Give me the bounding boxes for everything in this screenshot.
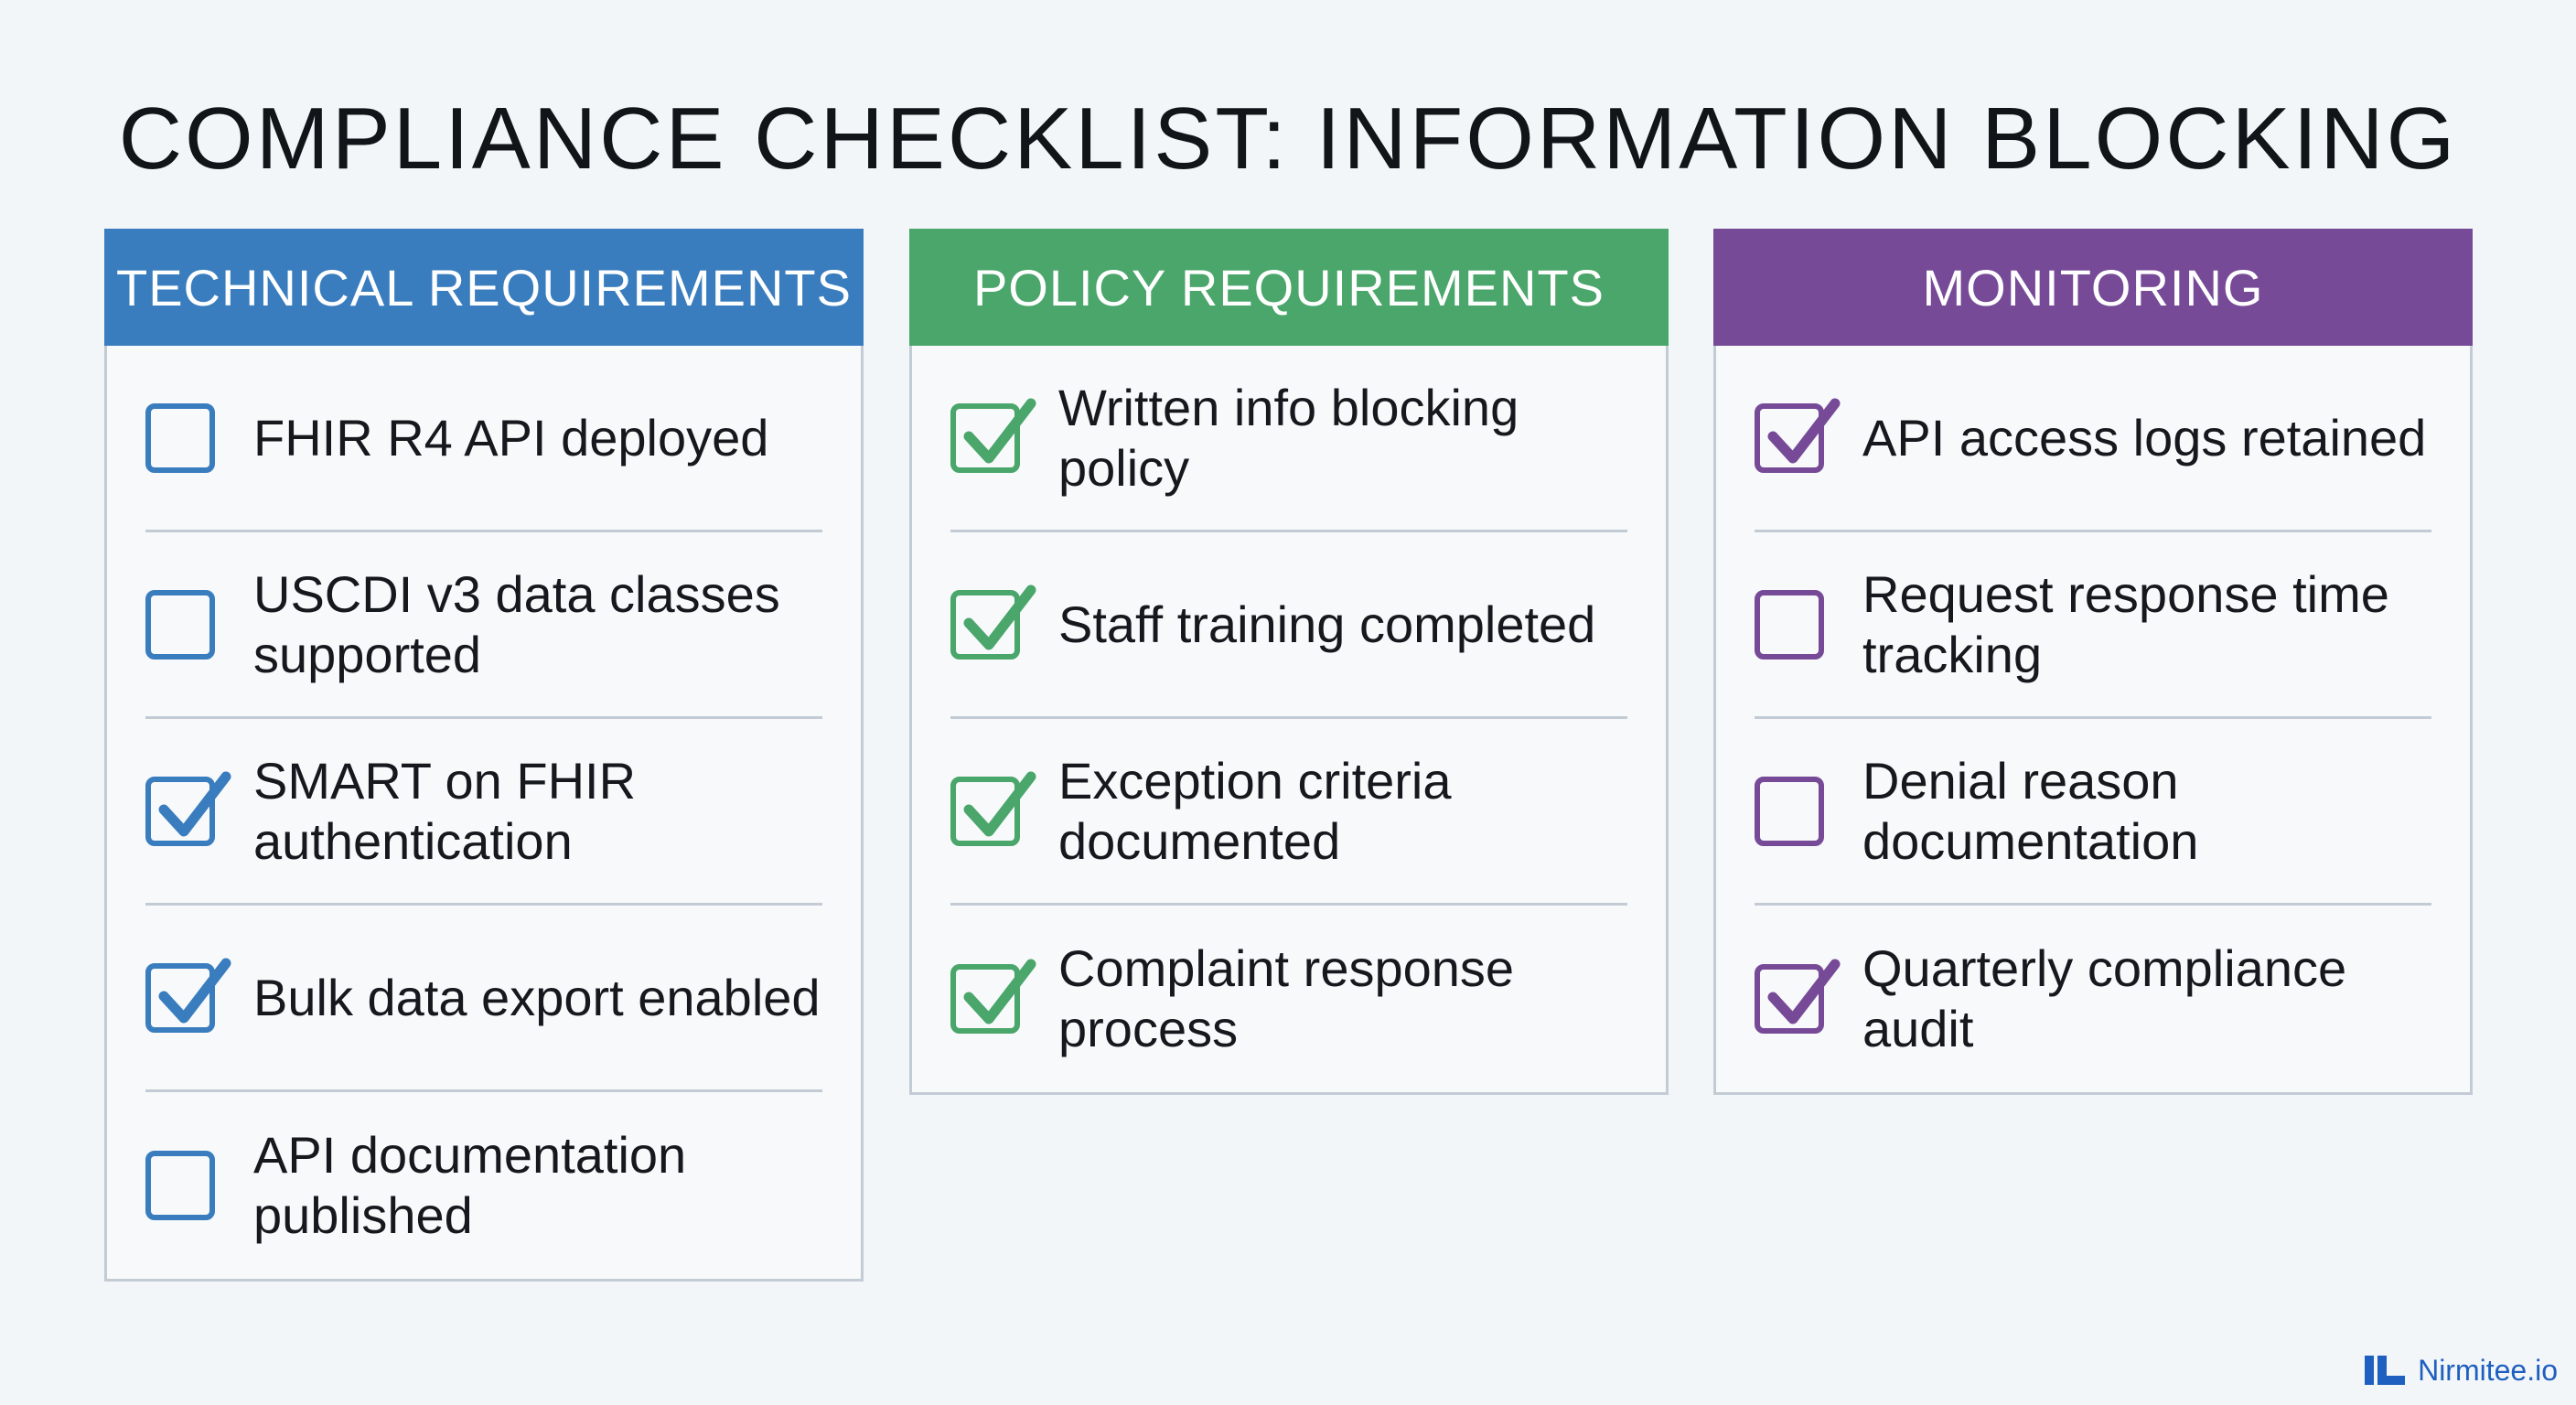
column-policy-requirements — [909, 229, 1669, 1095]
unchecked-checkbox-icon[interactable] — [1755, 777, 1824, 846]
checklist-item — [1755, 346, 2431, 532]
watermark-text: Nirmitee.io — [2418, 1353, 2558, 1387]
checklist-item-label: Staff training completed — [1058, 595, 1596, 653]
checklist-item — [950, 906, 1627, 1092]
column-technical-requirements — [104, 229, 864, 1282]
checklist-item — [1755, 719, 2431, 906]
watermark — [2363, 1352, 2558, 1389]
checked-checkbox-icon[interactable] — [1755, 403, 1824, 473]
checklist-items — [912, 346, 1666, 1092]
checkmark-icon — [952, 949, 1040, 1037]
checklist-item — [145, 346, 822, 532]
unchecked-checkbox-icon[interactable] — [145, 403, 215, 473]
page-title: COMPLIANCE CHECKLIST: INFORMATION BLOCKING — [118, 90, 2458, 188]
column-header: MONITORING — [1713, 229, 2473, 346]
checked-checkbox-icon[interactable] — [950, 590, 1020, 660]
column-header: POLICY REQUIREMENTS — [909, 229, 1669, 346]
checklist-item-label: API access logs retained — [1862, 408, 2427, 467]
checklist-item-label: Request response time tracking — [1862, 564, 2389, 683]
checklist-item — [145, 1092, 822, 1279]
checklist-item — [145, 719, 822, 906]
checked-checkbox-icon[interactable] — [145, 777, 215, 846]
checklist-item — [145, 906, 822, 1092]
checkmark-icon — [952, 575, 1040, 663]
checkmark-icon — [147, 762, 235, 850]
checkmark-icon — [952, 389, 1040, 477]
checklist-item-label: Bulk data export enabled — [253, 968, 821, 1026]
checklist-item — [145, 532, 822, 719]
checked-checkbox-icon[interactable] — [145, 963, 215, 1033]
column-monitoring — [1713, 229, 2473, 1095]
checklist-item — [1755, 532, 2431, 719]
unchecked-checkbox-icon[interactable] — [145, 1151, 215, 1220]
checklist-item-label: Written info blocking policy — [1058, 378, 1519, 497]
checked-checkbox-icon[interactable] — [1755, 964, 1824, 1034]
checkmark-icon — [1756, 389, 1844, 477]
column-header: TECHNICAL REQUIREMENTS — [104, 229, 864, 346]
checked-checkbox-icon[interactable] — [950, 403, 1020, 473]
unchecked-checkbox-icon[interactable] — [145, 590, 215, 660]
checklist-item-label: SMART on FHIR authentication — [253, 751, 637, 870]
checklist-item-label: Denial reason documentation — [1862, 751, 2199, 870]
checked-checkbox-icon[interactable] — [950, 964, 1020, 1034]
checklist-item-label: API documentation published — [253, 1126, 687, 1244]
checklist-item-label: FHIR R4 API deployed — [253, 408, 769, 467]
checklist-items — [107, 346, 861, 1279]
checklist-item-label: Exception criteria documented — [1058, 751, 1452, 870]
checklist-items — [1716, 346, 2470, 1092]
unchecked-checkbox-icon[interactable] — [1755, 590, 1824, 660]
nirmitee-logo-icon — [2363, 1352, 2407, 1389]
checklist-item — [950, 719, 1627, 906]
checklist-item-label: USCDI v3 data classes supported — [253, 564, 780, 683]
checklist-item-label: Complaint response process — [1058, 939, 1515, 1057]
checked-checkbox-icon[interactable] — [950, 777, 1020, 846]
checkmark-icon — [952, 762, 1040, 850]
checkmark-icon — [1756, 949, 1844, 1037]
checklist-item — [950, 532, 1627, 719]
checkmark-icon — [147, 949, 235, 1036]
checklist-item — [1755, 906, 2431, 1092]
checklist-item — [950, 346, 1627, 532]
checklist-item-label: Quarterly compliance audit — [1862, 939, 2347, 1057]
